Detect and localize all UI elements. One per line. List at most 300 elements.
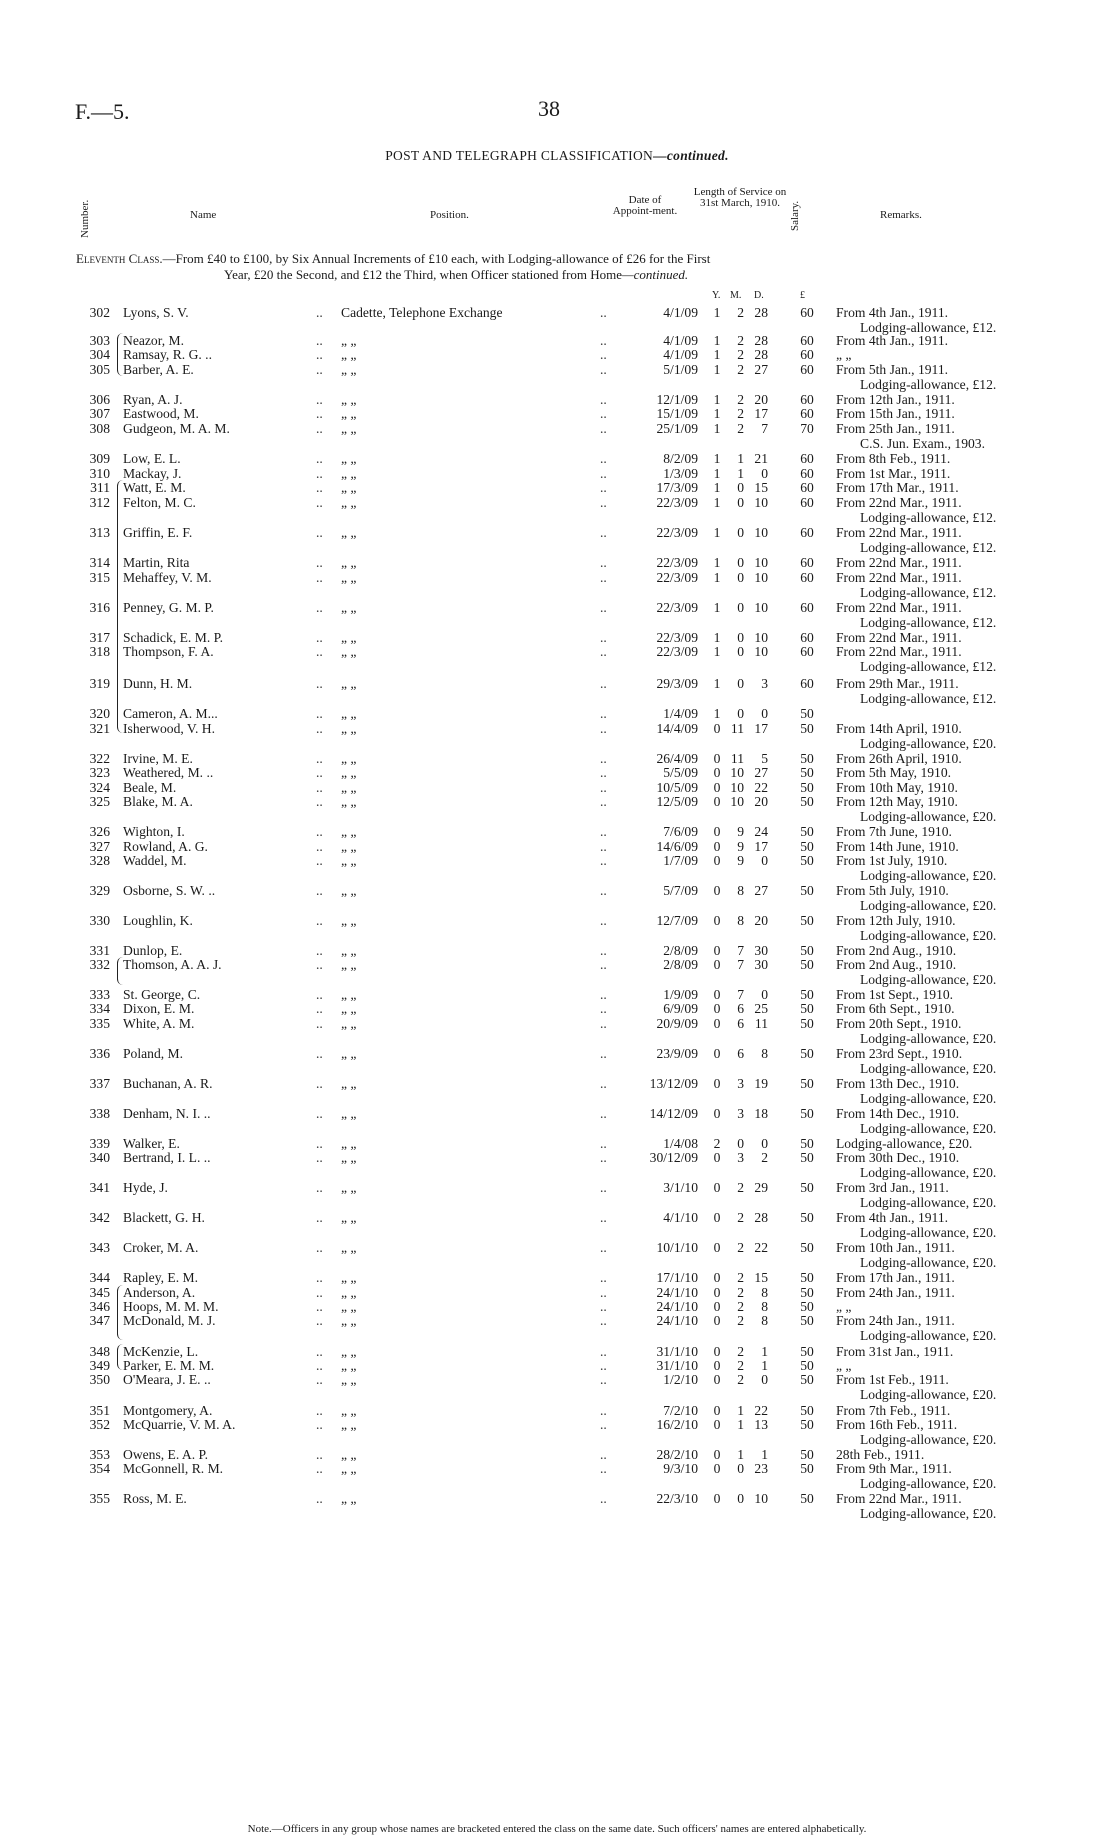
row-position: „ „ [341,600,357,615]
leader-dots: .. [600,347,607,362]
leader-dots: .. [316,305,323,320]
leader-dots: .. [600,570,607,585]
row-salary: 60 [800,676,814,691]
row-name: Anderson, A. [123,1285,196,1300]
row-position: „ „ [341,480,357,495]
row-remarks: From 1st Mar., 1911. [836,466,951,481]
row-remarks: From 1st Sept., 1910. [836,987,954,1002]
row-months: 1 [737,451,744,466]
row-days: 20 [754,794,768,809]
leader-dots: .. [316,1046,323,1061]
row-days: 13 [754,1417,768,1432]
row-remarks: From 2nd Aug., 1910. [836,943,957,958]
row-number: 327 [89,839,110,854]
row-remarks-line-2: Lodging-allowance, £20. [860,809,997,824]
row-months: 0 [737,676,744,691]
row-salary: 50 [800,824,814,839]
row-salary: 50 [800,839,814,854]
row-remarks: From 7th Feb., 1911. [836,1403,951,1418]
leader-dots: .. [600,957,607,972]
row-months: 9 [737,839,744,854]
row-remarks-line-2: C.S. Jun. Exam., 1903. [860,436,985,451]
row-date: 3/1/10 [663,1180,698,1195]
row-years: 0 [713,1076,721,1091]
row-date: 15/1/09 [656,406,698,421]
row-months: 2 [737,406,744,421]
leader-dots: .. [316,480,323,495]
row-years: 1 [713,676,721,691]
row-name: Dixon, E. M. [123,1001,195,1016]
row-remarks: From 14th June, 1910. [836,839,959,854]
row-remarks: From 29th Mar., 1911. [836,676,959,691]
row-number: 338 [89,1106,110,1121]
row-months: 0 [737,555,744,570]
row-months: 7 [737,943,744,958]
row-number: 336 [89,1046,110,1061]
leader-dots: .. [600,406,607,421]
row-date: 22/3/09 [656,630,698,645]
row-salary: 50 [800,1299,814,1314]
row-years: 0 [713,1210,721,1225]
leader-dots: .. [316,555,323,570]
row-months: 2 [737,392,744,407]
row-years: 0 [713,913,721,928]
row-name: Loughlin, K. [123,913,193,928]
group-bracket [117,957,123,985]
row-months: 0 [737,706,744,721]
row-years: 0 [713,839,721,854]
row-number: 339 [89,1136,110,1151]
row-name: Low, E. L. [123,451,181,466]
row-days: 27 [754,362,768,377]
row-days: 28 [754,333,768,348]
row-number: 355 [89,1491,110,1506]
row-days: 11 [754,1016,768,1031]
row-date: 4/1/09 [663,305,698,320]
row-position: „ „ [341,676,357,691]
row-months: 6 [737,1016,744,1031]
row-salary: 50 [800,1491,814,1506]
row-years: 0 [713,765,721,780]
row-name: Cameron, A. M... [123,706,218,721]
row-position: „ „ [341,824,357,839]
section-line-2 [76,267,1036,283]
row-name: Bertrand, I. L. .. [123,1150,211,1165]
row-months: 10 [730,794,744,809]
row-date: 10/1/10 [656,1240,698,1255]
leader-dots: .. [316,943,323,958]
leader-dots: .. [316,883,323,898]
row-position: „ „ [341,765,357,780]
leader-dots: .. [316,751,323,766]
row-days: 17 [754,721,768,736]
row-number: 332 [89,957,110,972]
row-name: White, A. M. [123,1016,195,1031]
leader-dots: .. [600,676,607,691]
row-number: 326 [89,824,110,839]
row-months: 0 [737,525,744,540]
row-position: „ „ [341,1461,357,1476]
row-days: 24 [754,824,768,839]
row-remarks-line-2: Lodging-allowance, £20. [860,1031,997,1046]
row-date: 4/1/09 [663,333,698,348]
row-date: 12/7/09 [656,913,698,928]
row-position: „ „ [341,362,357,377]
row-position: „ „ [341,706,357,721]
header-position: Position. [430,209,469,221]
row-name: Mackay, J. [123,466,182,481]
leader-dots: .. [316,1240,323,1255]
row-position: „ „ [341,987,357,1002]
row-years: 0 [713,1106,721,1121]
leader-dots: .. [600,883,607,898]
row-name: St. George, C. [123,987,201,1002]
row-remarks: From 7th June, 1910. [836,824,952,839]
row-years: 2 [713,1136,721,1151]
row-months: 2 [737,362,744,377]
leader-dots: .. [316,392,323,407]
row-name: Weathered, M. .. [123,765,214,780]
row-number: 328 [89,853,110,868]
leader-dots: .. [316,721,323,736]
row-remarks-line-2: Lodging-allowance, £20. [860,1387,997,1402]
leader-dots: .. [600,824,607,839]
row-salary: 50 [800,1016,814,1031]
row-position: „ „ [341,883,357,898]
row-years: 0 [713,1358,721,1373]
row-date: 22/3/09 [656,570,698,585]
row-days: 28 [754,347,768,362]
row-position: „ „ [341,1344,357,1359]
row-remarks: From 8th Feb., 1911. [836,451,951,466]
leader-dots: .. [600,721,607,736]
row-months: 0 [737,1136,744,1151]
row-remarks-line-2: Lodging-allowance, £12. [860,540,997,555]
row-days: 10 [754,555,768,570]
leader-dots: .. [316,1150,323,1165]
row-remarks: From 17th Mar., 1911. [836,480,959,495]
row-days: 10 [754,644,768,659]
leader-dots: .. [600,1180,607,1195]
row-name: McQuarrie, V. M. A. [123,1417,236,1432]
row-position: „ „ [341,555,357,570]
row-years: 1 [713,706,721,721]
leader-dots: .. [316,570,323,585]
leader-dots: .. [600,839,607,854]
row-days: 1 [761,1447,768,1462]
leader-dots: .. [600,305,607,320]
row-months: 7 [737,987,744,1002]
row-remarks: From 17th Jan., 1911. [836,1270,955,1285]
row-remarks: From 14th April, 1910. [836,721,962,736]
row-salary: 60 [800,630,814,645]
leader-dots: .. [600,392,607,407]
row-remarks: From 24th Jan., 1911. [836,1285,955,1300]
page-number: 38 [538,96,560,121]
unit-pound: £ [800,290,805,301]
row-days: 0 [761,1136,768,1151]
row-number: 323 [89,765,110,780]
row-days: 29 [754,1180,768,1195]
row-years: 0 [713,824,721,839]
row-years: 0 [713,794,721,809]
row-days: 7 [761,421,768,436]
row-remarks-line-2: Lodging-allowance, £20. [860,736,997,751]
row-years: 1 [713,392,721,407]
row-days: 0 [761,466,768,481]
row-remarks-line-2: Lodging-allowance, £20. [860,898,997,913]
row-remarks: From 14th Dec., 1910. [836,1106,960,1121]
row-months: 2 [737,1240,744,1255]
row-date: 1/4/08 [663,1136,698,1151]
row-years: 0 [713,1461,721,1476]
row-number: 349 [89,1358,110,1373]
row-days: 30 [754,957,768,972]
title-text: POST AND TELEGRAPH CLASSIFICATION [385,148,654,163]
row-salary: 50 [800,1180,814,1195]
row-remarks-line-2: Lodging-allowance, £12. [860,691,997,706]
row-remarks-line-2: Lodging-allowance, £12. [860,377,997,392]
row-years: 0 [713,1180,721,1195]
row-number: 316 [89,600,110,615]
row-remarks: Lodging-allowance, £20. [836,1136,973,1151]
leader-dots: .. [600,1313,607,1328]
row-remarks: From 15th Jan., 1911. [836,406,955,421]
row-date: 30/12/09 [649,1150,698,1165]
row-years: 0 [713,883,721,898]
row-date: 1/9/09 [663,987,698,1002]
row-years: 1 [713,451,721,466]
row-salary: 50 [800,751,814,766]
row-years: 1 [713,525,721,540]
leader-dots: .. [600,1210,607,1225]
row-number: 317 [89,630,110,645]
row-name: Dunlop, E. [123,943,183,958]
row-years: 0 [713,1240,721,1255]
row-date: 28/2/10 [656,1447,698,1462]
leader-dots: .. [316,333,323,348]
row-salary: 60 [800,480,814,495]
row-number: 306 [89,392,110,407]
row-position: „ „ [341,1285,357,1300]
row-remarks-line-2: Lodging-allowance, £20. [860,928,997,943]
leader-dots: .. [316,676,323,691]
row-months: 3 [737,1106,744,1121]
row-salary: 60 [800,466,814,481]
row-months: 1 [737,1403,744,1418]
row-days: 10 [754,630,768,645]
leader-dots: .. [600,794,607,809]
row-number: 309 [89,451,110,466]
group-bracket [117,1344,123,1370]
row-date: 20/9/09 [656,1016,698,1031]
leader-dots: .. [600,1403,607,1418]
row-remarks-line-2: Lodging-allowance, £20. [860,972,997,987]
row-name: Osborne, S. W. .. [123,883,216,898]
row-months: 8 [737,883,744,898]
row-salary: 70 [800,421,814,436]
row-number: 305 [89,362,110,377]
row-years: 0 [713,1270,721,1285]
row-months: 2 [737,333,744,348]
row-remarks: From 20th Sept., 1910. [836,1016,962,1031]
row-years: 0 [713,1313,721,1328]
row-years: 1 [713,644,721,659]
row-position: „ „ [341,1417,357,1432]
row-name: Rowland, A. G. [123,839,208,854]
leader-dots: .. [316,451,323,466]
row-number: 341 [89,1180,110,1195]
row-number: 303 [89,333,110,348]
row-name: Barber, A. E. [123,362,194,377]
leader-dots: .. [600,1270,607,1285]
row-months: 0 [737,495,744,510]
leader-dots: .. [316,1299,323,1314]
row-remarks: From 23rd Sept., 1910. [836,1046,963,1061]
row-salary: 50 [800,913,814,928]
row-days: 28 [754,1210,768,1225]
row-date: 22/3/09 [656,495,698,510]
row-position: „ „ [341,1106,357,1121]
row-salary: 50 [800,721,814,736]
row-months: 10 [730,765,744,780]
row-remarks-line-2: Lodging-allowance, £12. [860,320,997,335]
leader-dots: .. [600,1299,607,1314]
row-years: 1 [713,406,721,421]
row-days: 0 [761,987,768,1002]
row-date: 24/1/10 [656,1313,698,1328]
row-name: Thomson, A. A. J. [123,957,222,972]
row-days: 18 [754,1106,768,1121]
row-number: 322 [89,751,110,766]
leader-dots: .. [600,630,607,645]
leader-dots: .. [600,1447,607,1462]
section-text-suffix: —continued. [622,267,689,282]
row-number: 348 [89,1344,110,1359]
leader-dots: .. [316,765,323,780]
row-date: 22/3/09 [656,525,698,540]
row-date: 1/4/09 [663,706,698,721]
row-salary: 60 [800,305,814,320]
row-salary: 50 [800,1344,814,1359]
row-position: „ „ [341,957,357,972]
leader-dots: .. [316,1344,323,1359]
row-salary: 50 [800,1076,814,1091]
row-salary: 50 [800,1210,814,1225]
leader-dots: .. [600,525,607,540]
row-remarks-line-2: Lodging-allowance, £20. [860,1328,997,1343]
leader-dots: .. [316,853,323,868]
row-days: 8 [761,1313,768,1328]
row-remarks-line-2: Lodging-allowance, £20. [860,1506,997,1521]
row-date: 1/3/09 [663,466,698,481]
row-name: Walker, E. [123,1136,180,1151]
row-name: Blake, M. A. [123,794,193,809]
row-number: 337 [89,1076,110,1091]
row-months: 2 [737,1299,744,1314]
row-remarks: From 12th July, 1910. [836,913,956,928]
row-months: 2 [737,1344,744,1359]
leader-dots: .. [600,1046,607,1061]
row-remarks-line-2: Lodging-allowance, £12. [860,585,997,600]
row-date: 25/1/09 [656,421,698,436]
row-months: 3 [737,1076,744,1091]
row-remarks: From 12th Jan., 1911. [836,392,955,407]
row-years: 0 [713,943,721,958]
row-date: 10/5/09 [656,780,698,795]
row-days: 10 [754,1491,768,1506]
leader-dots: .. [600,765,607,780]
leader-dots: .. [600,706,607,721]
section-heading [76,251,1036,283]
leader-dots: .. [600,943,607,958]
row-name: Owens, E. A. P. [123,1447,208,1462]
leader-dots: .. [316,706,323,721]
leader-dots: .. [600,600,607,615]
section-text-2: Year, £20 the Second, and £12 the Third, when Officer stationed from Home [224,267,623,282]
row-months: 0 [737,1461,744,1476]
row-position: „ „ [341,644,357,659]
header-salary: Salary. [789,200,801,232]
row-salary: 50 [800,1461,814,1476]
row-days: 20 [754,392,768,407]
row-name: Griffin, E. F. [123,525,193,540]
row-number: 334 [89,1001,110,1016]
row-salary: 60 [800,644,814,659]
row-number: 314 [89,555,110,570]
row-remarks: „ „ [836,1358,852,1373]
row-salary: 50 [800,943,814,958]
row-months: 11 [730,751,744,766]
header-name: Name [190,209,217,221]
row-days: 0 [761,853,768,868]
row-salary: 50 [800,1001,814,1016]
row-position: „ „ [341,1403,357,1418]
leader-dots: .. [316,600,323,615]
leader-dots: .. [600,333,607,348]
row-years: 0 [713,1001,721,1016]
row-name: Martin, Rita [123,555,190,570]
row-position: „ „ [341,1447,357,1462]
row-months: 11 [730,721,744,736]
row-position: Cadette, Telephone Exchange [341,305,503,320]
row-remarks: From 13th Dec., 1910. [836,1076,960,1091]
row-position: „ „ [341,406,357,421]
leader-dots: .. [316,1461,323,1476]
row-months: 3 [737,1150,744,1165]
row-name: Ross, M. E. [123,1491,187,1506]
row-years: 1 [713,362,721,377]
row-date: 1/2/10 [663,1372,698,1387]
row-remarks-line-2: Lodging-allowance, £20. [860,1255,997,1270]
row-remarks: From 31st Jan., 1911. [836,1344,954,1359]
row-name: Parker, E. M. M. [123,1358,215,1373]
row-months: 6 [737,1001,744,1016]
row-date: 5/1/09 [663,362,698,377]
row-name: McKenzie, L. [123,1344,199,1359]
leader-dots: .. [316,1313,323,1328]
leader-dots: .. [600,1076,607,1091]
row-remarks: From 22nd Mar., 1911. [836,495,962,510]
leader-dots: .. [600,913,607,928]
row-name: Wighton, I. [123,824,185,839]
leader-dots: .. [316,1403,323,1418]
row-number: 324 [89,780,110,795]
row-days: 8 [761,1299,768,1314]
leader-dots: .. [316,839,323,854]
row-name: McGonnell, R. M. [123,1461,224,1476]
row-days: 22 [754,780,768,795]
